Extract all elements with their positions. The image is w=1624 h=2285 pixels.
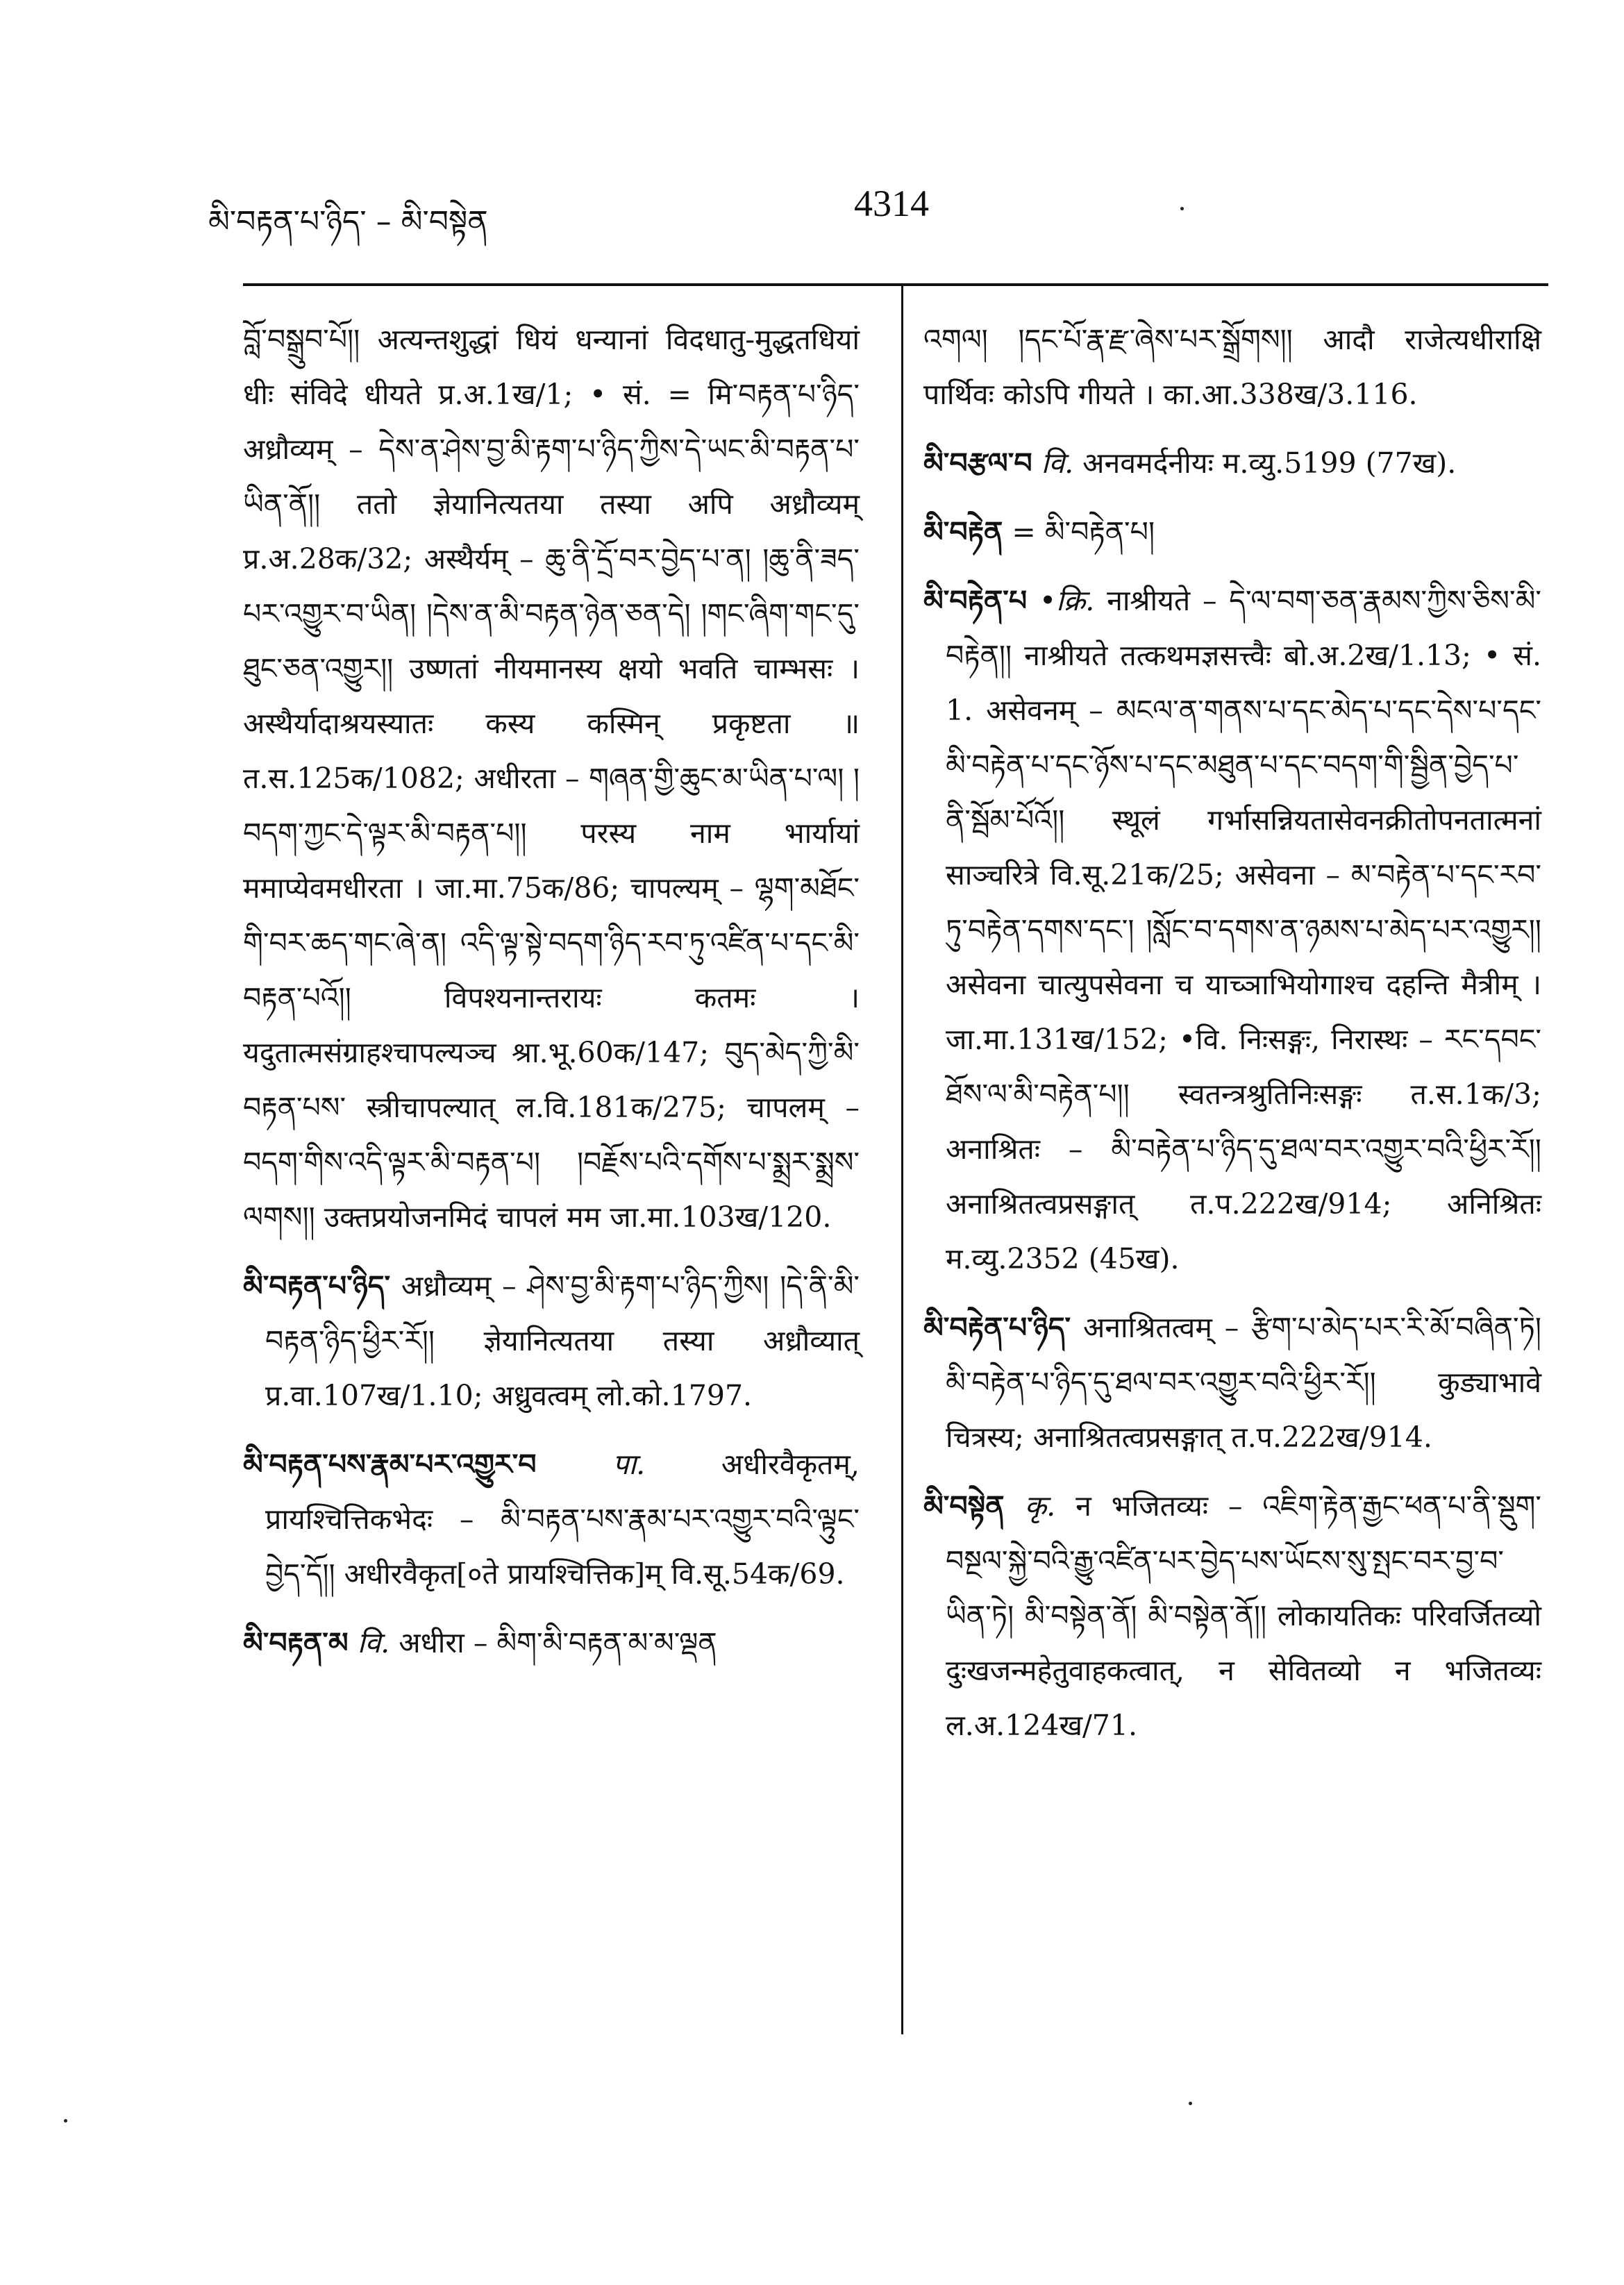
entry-grammar-label: वि. bbox=[357, 1626, 390, 1659]
entry-text: = མི་བརྟེན་པ། bbox=[1012, 515, 1155, 549]
column-divider bbox=[901, 285, 903, 2034]
entry-headword: མི་བརྟན་མ bbox=[243, 1626, 349, 1659]
left-column bbox=[243, 312, 860, 1684]
running-head: མི་བརྟན་པ་ཉིད་ – མི་བསྟེན bbox=[208, 204, 488, 240]
entry-text: अधीरा – མིག་མི་བརྟན་མ་མ་ལྡན bbox=[399, 1626, 717, 1659]
entry-headword: མི་བརྟེན bbox=[923, 515, 1003, 549]
dictionary-entry bbox=[923, 1300, 1541, 1465]
dictionary-entry bbox=[243, 1259, 860, 1423]
entry-text: अधीरवैकृतम्, प्रायश्चित्तिकभेदः – མི་བརྟན་པས་རྣམ་པར་འགྱུར་བའི་ལྟུང་བྱེད་དོ།། अधीरवैकृत[०ते प्रायश्चित्तिक]म् वि.सू.54क/69. bbox=[265, 1448, 860, 1591]
scan-speck bbox=[1189, 2102, 1192, 2105]
page-number: 4314 bbox=[854, 183, 929, 224]
dictionary-entry bbox=[923, 505, 1541, 560]
dictionary-entry bbox=[243, 1437, 860, 1602]
entry-headword: མི་བརྟན་པ་ཉིད་ bbox=[243, 1269, 391, 1303]
entry-headword: མི་བརྩལ་བ bbox=[923, 446, 1032, 480]
entry-text: अनाश्रितत्वम् – རྩིག་པ་མེད་པར་རི་མོ་བཞིན་ཏེ། མི་བརྟེན་པ་ཉིད་དུ་ཐལ་བར་འགྱུར་བའི་ཕྱིར་རོ།། कुड्याभावे चित्रस्य; अनाश्रितत्वप्रसङ्गात् त.प.222ख/914. bbox=[946, 1311, 1541, 1454]
entry-text: अध्रौव्यम् – ཤེས་བྱ་མི་རྟག་པ་ཉིད་ཀྱིས། །དེ་ནི་མི་བརྟན་ཉིད་ཕྱིར་རོ།། ज्ञेयानित्यतया तस्या अध्रौव्यात् प्र.वा.107ख/1.10; अध्रुवत्वम् लो.को.1797. bbox=[265, 1269, 860, 1412]
entry-text: नाश्रीयते – དེ་ལ་བག་ཅན་རྣམས་ཀྱིས་ཅིས་མི་བརྟེན།། नाश्रीयते तत्कथमज्ञसत्त्वैः बो.अ.2ख/1.13; • सं. 1. असेवनम् – མངལ་ན་གནས་པ་དང་མེད་པ་དང་དེས་པ་དང་མི་བརྟེན་པ་དང་ཉོས་པ་དང་མཐུན་པ་དང་བདག་གི་སྦྱིན་བྱེད་པ་ནི་སྦོམ་པོའོ།། स्थूलं गर्भासन्नियतासेवनक्रीतोपनतात्मनां साञ्चरित्रे वि.सू.21क/25; असेवना – མ་བརྟེན་པ་དང་རབ་ཏུ་བརྟེན་དགས་དང་། །སློང་བ་དགས་ན་ཉམས་པ་མེད་པར་འགྱུར།། असेवना चात्युपसेवना च याच्ञाभियोगाश्च दहन्ति मैत्रीम् । जा.मा.131ख/152; •वि. निःसङ्गः, निरास्थः – རང་དབང་ཐོས་ལ་མི་བརྟེན་པ།། स्वतन्त्रश्रुतिनिःसङ्गः त.स.1क/3; अनाश्रितः – མི་བརྟེན་པ་ཉིད་དུ་ཐལ་བར་འགྱུར་བའི་ཕྱིར་རོ།། अनाश्रितत्वप्रसङ्गात् त.प.222ख/914; अनिश्रितः म.व्यु.2352 (45ख). bbox=[946, 584, 1541, 1275]
entry-text: བློ་བསྒྲུབ་པོ།། अत्यन्तशुद्धां धियं धन्यानां विदधातु-मुद्धतधियां धीः संविदे धीयते प्र.अ.1ख/1; • सं. = मि་བརྟན་པ་ཉིད་ अध्रौव्यम् – དེས་ན་ཤེས་བྱ་མི་རྟག་པ་ཉིད་ཀྱིས་དེ་ཡང་མི་བརྟན་པ་ཡིན་ནོ།། ततो ज्ञेयानित्यतया तस्या अपि अध्रौव्यम् प्र.अ.28क/32; अस्थैर्यम् – ཆུ་ནི་དྲོ་བར་བྱེད་པ་ན། །ཆུ་ནི་ཟད་པར་འགྱུར་བ་ཡིན། །དེས་ན་མི་བརྟན་ཉེན་ཅན་དེ། །གང་ཞིག་གང་དུ་ཐུང་ཅན་འགྱུར།། उष्णतां नीयमानस्य क्षयो भवति चाम्भसः । अस्थैर्यादाश्रयस्यातः कस्य कस्मिन् प्रकृष्टता ॥ त.स.125क/1082; अधीरता – གཞན་གྱི་ཆུང་མ་ཡིན་པ་ལ། །བདག་ཀྱང་དེ་ལྟར་མི་བརྟན་པ།། परस्य नाम भार्यायां ममाप्येवमधीरता । जा.मा.75क/86; चापल्यम् – ལྷག་མཐོང་གི་བར་ཆད་གང་ཞེ་ན། འདི་ལྟ་སྟེ་བདག་ཉིད་རབ་ཏུ་འཛིན་པ་དང་མི་བརྟན་པའོ།། विपश्यनान्तरायः कतमः । यदुतात्मसंग्राहश्चापल्यञ्च श्रा.भू.60क/147; བུད་མེད་ཀྱི་མི་བརྟན་པས་ स्त्रीचापल्यात् ल.वि.181क/275; चापलम् – བདག་གིས་འདི་ལྟར་མི་བརྟན་པ། །བརྗོས་པའི་དགོས་པ་སྨྲར་སྨྲས་ལགས།། उक्तप्रयोजनमिदं चापलं मम जा.मा.103ख/120. bbox=[243, 323, 860, 1234]
entry-text: འགལ། །དང་པོ་རྣ་རྫ་ཞེས་པར་སྒྲོགས།། आदौ राजेत्यधीराक्षि पार्थिवः कोऽपि गीयते । का.आ.338ख/3.116. bbox=[923, 323, 1541, 411]
dictionary-entry bbox=[243, 1616, 860, 1671]
dictionary-entry bbox=[923, 1479, 1541, 1753]
entry-headword: མི་བརྟེན་པ bbox=[923, 584, 1028, 617]
entry-text: न भजितव्यः – འཇིག་རྟེན་རྒྱང་ཕན་པ་ནི་སྡུག་བསྔལ་སྐྱེ་བའི་རྒྱུ་འཛིན་པར་བྱེད་པས་ཡོངས་སུ་སྤང་བར་བྱ་བ་ཡིན་ཏེ། མི་བསྟེན་ནོ། མི་བསྟེན་ནོ།། लोकायतिकः परिवर्जितव्यो दुःखजन्महेतुवाहकत्वात्, न सेवितव्यो न भजितव्यः ल.अ.124ख/71. bbox=[946, 1489, 1541, 1742]
scan-speck bbox=[1180, 207, 1184, 210]
scan-speck bbox=[64, 2119, 67, 2123]
entry-text: अनवमर्दनीयः म.व्यु.5199 (77ख). bbox=[1082, 446, 1457, 480]
entry-headword: མི་བརྟན་པས་རྣམ་པར་འགྱུར་བ bbox=[243, 1448, 537, 1481]
right-column bbox=[923, 312, 1541, 1767]
dictionary-entry bbox=[923, 436, 1541, 491]
entry-headword: མི་བསྟེན bbox=[923, 1489, 1005, 1523]
entry-grammar-label: पा. bbox=[612, 1448, 646, 1481]
entry-headword: མི་བརྟེན་པ་ཉིད་ bbox=[923, 1311, 1071, 1344]
entry-grammar-label: कृ. bbox=[1024, 1489, 1056, 1523]
dictionary-entry bbox=[243, 312, 860, 1245]
header-rule bbox=[243, 283, 1548, 286]
entry-grammar-label: वि. bbox=[1041, 446, 1074, 480]
dictionary-entry bbox=[923, 312, 1541, 422]
entry-grammar-label: •क्रि. bbox=[1039, 584, 1095, 617]
dictionary-entry bbox=[923, 574, 1541, 1287]
